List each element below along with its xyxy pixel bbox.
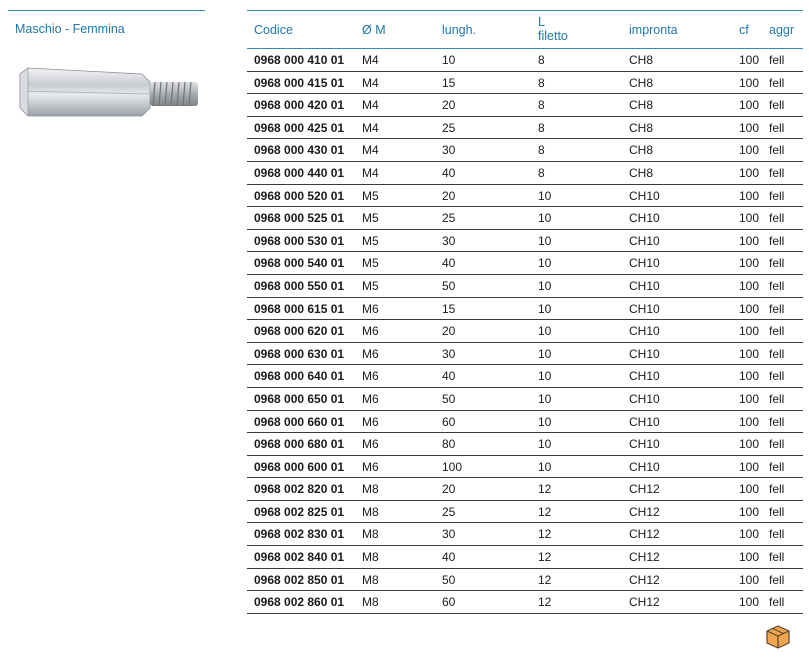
cell-thread-length: 8 bbox=[538, 165, 545, 180]
cell-code: 0968 000 650 01 bbox=[254, 391, 345, 406]
cell-thread-length: 10 bbox=[538, 414, 552, 429]
cell-length: 20 bbox=[442, 482, 456, 497]
cell-length: 10 bbox=[442, 53, 456, 67]
cell-diameter: M4 bbox=[362, 120, 379, 135]
cell-thread-length: 10 bbox=[538, 346, 552, 361]
table-row bbox=[247, 365, 803, 388]
cell-aggr: fell bbox=[769, 143, 785, 158]
cell-diameter: M5 bbox=[362, 233, 379, 248]
cell-diameter: M6 bbox=[362, 301, 379, 316]
cell-thread-length: 10 bbox=[538, 301, 552, 316]
cell-diameter: M6 bbox=[362, 391, 379, 406]
cell-length: 30 bbox=[442, 143, 456, 158]
cell-length: 40 bbox=[442, 256, 456, 271]
cell-length: 25 bbox=[442, 120, 456, 135]
cell-imprint: CH8 bbox=[629, 165, 654, 180]
cell-length: 40 bbox=[442, 550, 456, 565]
cell-code: 0968 002 820 01 bbox=[254, 482, 345, 497]
cell-imprint: CH12 bbox=[629, 504, 660, 519]
cell-imprint: CH10 bbox=[629, 211, 660, 226]
cell-imprint: CH8 bbox=[629, 75, 654, 90]
cell-diameter: M8 bbox=[362, 527, 379, 542]
cell-aggr: fell bbox=[769, 53, 785, 67]
cell-aggr: fell bbox=[769, 188, 785, 203]
cell-diameter: M5 bbox=[362, 211, 379, 226]
cell-thread-length: 8 bbox=[538, 75, 545, 90]
cell-diameter: M4 bbox=[362, 165, 379, 180]
table-top-rule bbox=[247, 10, 803, 11]
cell-cf: 100 bbox=[739, 188, 760, 203]
table-row bbox=[247, 433, 803, 456]
cell-length: 60 bbox=[442, 414, 456, 429]
cell-cf: 100 bbox=[739, 572, 760, 587]
table-row bbox=[247, 94, 803, 117]
cell-length: 15 bbox=[442, 75, 456, 90]
cell-aggr: fell bbox=[769, 324, 785, 339]
table-row bbox=[247, 523, 803, 546]
table-row bbox=[247, 456, 803, 479]
table-row bbox=[247, 49, 803, 72]
cell-code: 0968 002 850 01 bbox=[254, 572, 345, 587]
cell-length: 20 bbox=[442, 324, 456, 339]
cell-thread-length: 12 bbox=[538, 595, 552, 610]
cell-aggr: fell bbox=[769, 233, 785, 248]
cell-diameter: M5 bbox=[362, 188, 379, 203]
table-row bbox=[247, 343, 803, 366]
cell-diameter: M4 bbox=[362, 53, 379, 67]
cell-cf: 100 bbox=[739, 143, 760, 158]
cell-imprint: CH10 bbox=[629, 278, 660, 293]
table-row bbox=[247, 117, 803, 140]
cell-code: 0968 000 540 01 bbox=[254, 256, 345, 271]
cell-cf: 100 bbox=[739, 391, 760, 406]
cell-imprint: CH10 bbox=[629, 301, 660, 316]
cell-imprint: CH8 bbox=[629, 120, 654, 135]
table-row bbox=[247, 546, 803, 569]
header-aggr: aggr bbox=[769, 23, 795, 37]
cell-aggr: fell bbox=[769, 595, 785, 610]
cell-aggr: fell bbox=[769, 165, 785, 180]
cell-code: 0968 000 680 01 bbox=[254, 437, 345, 452]
cell-aggr: fell bbox=[769, 98, 785, 113]
cell-code: 0968 000 425 01 bbox=[254, 120, 345, 135]
cell-aggr: fell bbox=[769, 391, 785, 406]
cell-imprint: CH10 bbox=[629, 346, 660, 361]
table-row bbox=[247, 591, 803, 614]
table-row bbox=[247, 207, 803, 230]
cell-thread-length: 10 bbox=[538, 437, 552, 452]
cell-diameter: M8 bbox=[362, 550, 379, 565]
cell-imprint: CH12 bbox=[629, 482, 660, 497]
cell-imprint: CH10 bbox=[629, 188, 660, 203]
cell-thread-length: 10 bbox=[538, 391, 552, 406]
cell-cf: 100 bbox=[739, 482, 760, 497]
cell-code: 0968 002 840 01 bbox=[254, 550, 345, 565]
table-row bbox=[247, 72, 803, 95]
cell-thread-length: 12 bbox=[538, 482, 552, 497]
cell-length: 20 bbox=[442, 98, 456, 113]
cell-cf: 100 bbox=[739, 414, 760, 429]
cell-cf: 100 bbox=[739, 278, 760, 293]
cell-imprint: CH12 bbox=[629, 595, 660, 610]
table-row bbox=[247, 388, 803, 411]
table-row bbox=[247, 139, 803, 162]
cell-cf: 100 bbox=[739, 211, 760, 226]
cell-cf: 100 bbox=[739, 75, 760, 90]
cell-cf: 100 bbox=[739, 437, 760, 452]
cell-cf: 100 bbox=[739, 369, 760, 384]
cell-length: 100 bbox=[442, 459, 463, 474]
header-diameter: Ø M bbox=[362, 23, 386, 37]
cell-code: 0968 000 630 01 bbox=[254, 346, 345, 361]
cell-thread-length: 10 bbox=[538, 188, 552, 203]
cell-code: 0968 002 825 01 bbox=[254, 504, 345, 519]
cell-code: 0968 000 550 01 bbox=[254, 278, 345, 293]
cell-aggr: fell bbox=[769, 256, 785, 271]
cell-length: 50 bbox=[442, 391, 456, 406]
cell-code: 0968 000 620 01 bbox=[254, 324, 345, 339]
cell-code: 0968 000 520 01 bbox=[254, 188, 345, 203]
cell-imprint: CH10 bbox=[629, 437, 660, 452]
table-row bbox=[247, 252, 803, 275]
cell-aggr: fell bbox=[769, 211, 785, 226]
header-imprint: impronta bbox=[629, 23, 678, 37]
header-thread-word: filetto bbox=[538, 29, 568, 43]
cell-imprint: CH10 bbox=[629, 256, 660, 271]
table-row bbox=[247, 230, 803, 253]
cell-imprint: CH12 bbox=[629, 572, 660, 587]
table-row bbox=[247, 185, 803, 208]
cell-thread-length: 12 bbox=[538, 550, 552, 565]
header-length: lungh. bbox=[442, 23, 477, 37]
table-header bbox=[247, 14, 803, 49]
cell-aggr: fell bbox=[769, 550, 785, 565]
cell-cf: 100 bbox=[739, 233, 760, 248]
cell-thread-length: 8 bbox=[538, 120, 545, 135]
cell-diameter: M5 bbox=[362, 256, 379, 271]
cell-length: 50 bbox=[442, 278, 456, 293]
cell-aggr: fell bbox=[769, 414, 785, 429]
header-cf: cf bbox=[739, 23, 749, 37]
cell-cf: 100 bbox=[739, 98, 760, 113]
table-row bbox=[247, 275, 803, 298]
cell-thread-length: 10 bbox=[538, 459, 552, 474]
cell-imprint: CH8 bbox=[629, 98, 654, 113]
cell-diameter: M8 bbox=[362, 572, 379, 587]
cell-thread-length: 10 bbox=[538, 211, 552, 226]
hex-standoff-image bbox=[14, 64, 204, 126]
cell-thread-length: 10 bbox=[538, 369, 552, 384]
table-row bbox=[247, 569, 803, 592]
cell-diameter: M8 bbox=[362, 482, 379, 497]
cell-imprint: CH12 bbox=[629, 550, 660, 565]
cell-diameter: M6 bbox=[362, 437, 379, 452]
cell-code: 0968 000 430 01 bbox=[254, 143, 345, 158]
cell-length: 80 bbox=[442, 437, 456, 452]
cell-aggr: fell bbox=[769, 301, 785, 316]
cell-aggr: fell bbox=[769, 527, 785, 542]
product-table bbox=[247, 14, 803, 614]
cell-cf: 100 bbox=[739, 550, 760, 565]
header-code: Codice bbox=[254, 23, 293, 37]
cell-aggr: fell bbox=[769, 437, 785, 452]
cell-cf: 100 bbox=[739, 504, 760, 519]
cell-code: 0968 000 640 01 bbox=[254, 369, 345, 384]
cell-thread-length: 12 bbox=[538, 527, 552, 542]
cell-imprint: CH12 bbox=[629, 527, 660, 542]
cell-aggr: fell bbox=[769, 482, 785, 497]
cell-length: 30 bbox=[442, 346, 456, 361]
cell-aggr: fell bbox=[769, 120, 785, 135]
package-box-icon[interactable] bbox=[765, 624, 791, 650]
cell-code: 0968 002 830 01 bbox=[254, 527, 345, 542]
cell-imprint: CH8 bbox=[629, 143, 654, 158]
table-row bbox=[247, 411, 803, 434]
cell-cf: 100 bbox=[739, 324, 760, 339]
cell-code: 0968 000 525 01 bbox=[254, 211, 345, 226]
cell-length: 50 bbox=[442, 572, 456, 587]
cell-thread-length: 12 bbox=[538, 572, 552, 587]
cell-imprint: CH10 bbox=[629, 233, 660, 248]
cell-cf: 100 bbox=[739, 301, 760, 316]
cell-diameter: M6 bbox=[362, 414, 379, 429]
cell-imprint: CH8 bbox=[629, 53, 654, 67]
cell-length: 30 bbox=[442, 527, 456, 542]
cell-cf: 100 bbox=[739, 595, 760, 610]
cell-length: 40 bbox=[442, 369, 456, 384]
section-top-rule bbox=[8, 10, 205, 11]
cell-thread-length: 8 bbox=[538, 98, 545, 113]
cell-thread-length: 10 bbox=[538, 324, 552, 339]
cell-diameter: M6 bbox=[362, 369, 379, 384]
cell-diameter: M5 bbox=[362, 278, 379, 293]
table-row bbox=[247, 162, 803, 185]
cell-code: 0968 000 440 01 bbox=[254, 165, 345, 180]
cell-aggr: fell bbox=[769, 369, 785, 384]
cell-cf: 100 bbox=[739, 53, 760, 67]
cell-cf: 100 bbox=[739, 256, 760, 271]
cell-cf: 100 bbox=[739, 459, 760, 474]
cell-length: 15 bbox=[442, 301, 456, 316]
cell-diameter: M6 bbox=[362, 324, 379, 339]
section-title: Maschio - Femmina bbox=[15, 22, 125, 36]
cell-code: 0968 000 420 01 bbox=[254, 98, 345, 113]
cell-aggr: fell bbox=[769, 459, 785, 474]
cell-code: 0968 002 860 01 bbox=[254, 595, 345, 610]
cell-diameter: M6 bbox=[362, 346, 379, 361]
cell-code: 0968 000 600 01 bbox=[254, 459, 345, 474]
cell-thread-length: 10 bbox=[538, 256, 552, 271]
cell-thread-length: 8 bbox=[538, 143, 545, 158]
cell-length: 30 bbox=[442, 233, 456, 248]
cell-cf: 100 bbox=[739, 165, 760, 180]
cell-diameter: M4 bbox=[362, 98, 379, 113]
cell-cf: 100 bbox=[739, 527, 760, 542]
table-row bbox=[247, 478, 803, 501]
header-thread-length bbox=[538, 15, 568, 43]
cell-aggr: fell bbox=[769, 346, 785, 361]
cell-imprint: CH10 bbox=[629, 324, 660, 339]
cell-imprint: CH10 bbox=[629, 369, 660, 384]
cell-thread-length: 10 bbox=[538, 233, 552, 248]
cell-cf: 100 bbox=[739, 120, 760, 135]
cell-cf: 100 bbox=[739, 346, 760, 361]
cell-diameter: M4 bbox=[362, 143, 379, 158]
cell-length: 40 bbox=[442, 165, 456, 180]
cell-imprint: CH10 bbox=[629, 414, 660, 429]
cell-thread-length: 8 bbox=[538, 53, 545, 67]
cell-length: 60 bbox=[442, 595, 456, 610]
cell-thread-length: 10 bbox=[538, 278, 552, 293]
cell-imprint: CH10 bbox=[629, 459, 660, 474]
cell-aggr: fell bbox=[769, 278, 785, 293]
cell-code: 0968 000 660 01 bbox=[254, 414, 345, 429]
cell-length: 25 bbox=[442, 504, 456, 519]
cell-code: 0968 000 615 01 bbox=[254, 301, 345, 316]
table-row bbox=[247, 320, 803, 343]
cell-code: 0968 000 410 01 bbox=[254, 53, 345, 67]
table-row bbox=[247, 501, 803, 524]
table-row bbox=[247, 298, 803, 321]
table-body bbox=[247, 49, 803, 614]
cell-diameter: M8 bbox=[362, 504, 379, 519]
cell-thread-length: 12 bbox=[538, 504, 552, 519]
cell-length: 20 bbox=[442, 188, 456, 203]
header-thread-l: L bbox=[538, 15, 545, 29]
cell-length: 25 bbox=[442, 211, 456, 226]
cell-diameter: M8 bbox=[362, 595, 379, 610]
cell-code: 0968 000 530 01 bbox=[254, 233, 345, 248]
cell-code: 0968 000 415 01 bbox=[254, 75, 345, 90]
cell-aggr: fell bbox=[769, 504, 785, 519]
cell-diameter: M4 bbox=[362, 75, 379, 90]
cell-imprint: CH10 bbox=[629, 391, 660, 406]
cell-aggr: fell bbox=[769, 572, 785, 587]
cell-diameter: M6 bbox=[362, 459, 379, 474]
cell-aggr: fell bbox=[769, 75, 785, 90]
